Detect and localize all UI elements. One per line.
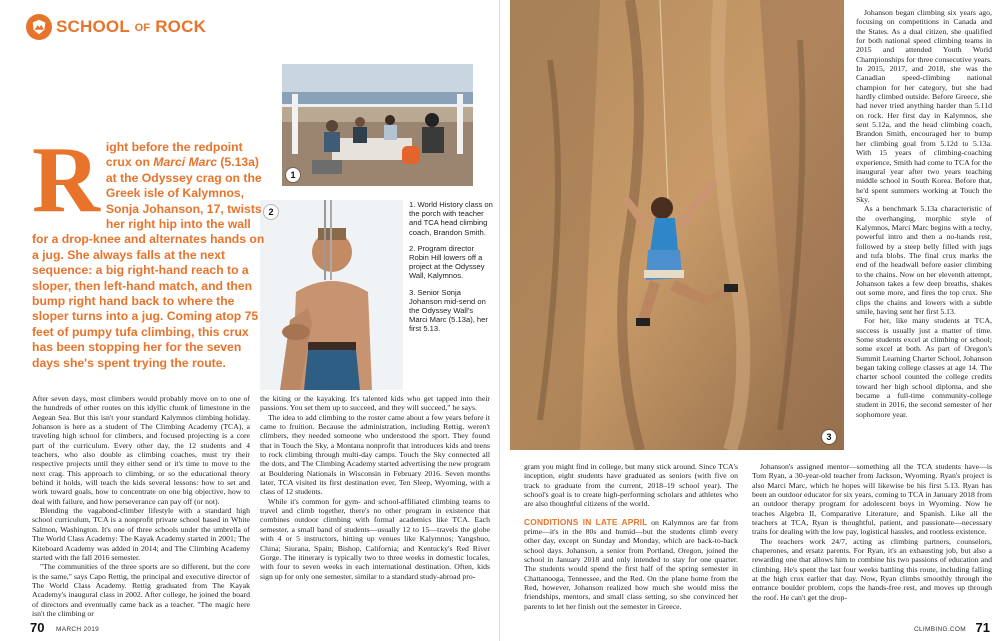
caption-1: 1. World History class on the porch with teacher and TCA head climbing coach, Brandon Smith. (409, 200, 493, 237)
lede-paragraph: Right before the redpoint crux on Marci Marc (5.13a) at the Odyssey crag on the Greek isle of Kalymnos, Sonja Johanson, 17, twists her right hip into the wall for a drop-knee and alternates hands on a jug. She always falls at the next sequence: a big right-hand reach to a sloper, then left-hand match, and then bump right hand back to where the sloper turns into a jug. Coming atop 75 feet of pumpy tufa climbing, this crux has been stopping her for the seven days she's spent trying the route. (32, 128, 265, 370)
photo-captions (409, 200, 493, 341)
right-body-column-2-bottom: Johanson's assigned mentor—something all the TCA students have—is Tom Ryan, a 30-year-old teacher from Jackson, Wyoming. Ryan's project is also Marci Marc, which he hopes will likewise be his first 5.13. Ryan has been an outdoor educator for six years, coming to TCA in January 2018 from an outdoor therapy program for adolescent boys in Wyoming. Now he teaches Algebra II, Comparative Literature, and Spanish. Like all the teachers at TCA, Ryan is thoughtful, patient, and passionate—necessary traits for dealing with the low pay, logistical hassles, and rootless existence. The teachers work 24/7, acting as climbing partners, counselors, chaperones, and ersatz parents. For Ryan, it's an exhausting job, but also a rewarding one that allows him to combine his two passions of education and climbing. He's spent the last four weeks battling this route, including falling at the high crux earlier that day. Now, Ryan climbs smoothly through the entrance boulder problem, cops the hands-free rest, and moves up through the roof. He can't get the drop- (752, 462, 992, 602)
section-title: SCHOOL OF ROCK (56, 17, 207, 36)
left-body-column-2: the kiting or the kayaking. It's talented kids who get tapped into their passions. You set them up to succeed, and they will succeed," he says. The idea to add climbing to the roster came about a few years before it came to fruition. Because the administration, including Rettig, weren't climbers, they needed someone who understood the sport. They found that in Touch the Sky, a Montana nonprofit that introduces kids and teens to rock climbing through multi-day camps. Touch the Sky connected all the dots, and The Climbing Academy started advertising the new program at Bouldering Nationals in Wisconsin in February 2016. Seven months later, TCA visited its first destination ever, Ten Sleep, Wyoming, with a class of 12 students. While it's common for gym- and school-affiliated climbing teams to travel and climb together, there's no other program in existence that combines outdoor climbing with formal academics like TCA. Each semester, a small band of students—usually 12 to 15—travels the globe with 4 or 5 instructors, hitting up venues like Kalymnos; Yangshuo, China; Siurana, Spain; Bishop, California; and Kentucky's Red River Gorge. The itinerary is typically two to three weeks in domestic locales, with four to seven weeks in each international destination. Often, kids sign up for only one semester, similar to a standard study-abroad pro- (260, 394, 490, 581)
page-number-right: 71 (975, 620, 990, 635)
photo-number-2: 2 (264, 205, 278, 219)
photo-robin-hill (260, 200, 403, 390)
site-url: CLIMBING.COM (914, 626, 966, 633)
route-name: Marci Marc (153, 155, 217, 170)
right-body-column-2-top: Johanson began climbing six years ago, focusing on competitions in Canada and the States. As a dual citizen, she qualified for both national speed climbing teams in 2015 and attended Youth World Championships for three consecutive years. In 2015, 2017, and 2018, she was the Canadian speed-climbing national champion for her category, but she had hardly climbed outside. Before Greece, she had never tried anything harder than 5.11d on rock. Her first day in Kalymnos, she sent 5.12a, and the head climbing coach, Brandon Smith, encouraged her to bump her climbing goal from 5.12d to 5.13a. With 15 years of climbing-coaching experience, Smith had come to TCA for the inaugural year after two years teaching middle school in South Korea. Before that, he'd spent summers working at Touch the Sky. As a benchmark 5.13a characteristic of the overhanging, morphic style of Kalymnos, Marci Marc begins with a techy, powerful intro and then a no-hands rest, followed by a steep belly filled with jugs and tufa blobs. The final crux marks the end of the headwall before easier climbing to the chains. Now on her eleventh attempt, Johanson takes a few deep breaths, shakes out some more, and fires the top crux. She clips the chains and lowers with a subtle smile, having sent her first 5.13. For her, like many students at TCA, success is usually just a matter of time. Some students excel at climbing or school; some excel at both. As part of Oregon's Summit Learning Charter School, Johanson began taking college classes at age 14. The charter school counted the college credits toward her high school diploma, and she became a full-time community-college student in 2016, the second semester of her sophomore year. (856, 8, 992, 419)
right-page (500, 0, 1000, 641)
photo-sonja-climbing (510, 0, 844, 450)
left-body-column-1: After seven days, most climbers would probably move on to one of the hundreds of other routes on this idyllic chunk of limestone in the Aegean Sea. But this isn't your standard Kalymnos climbing holiday. Johanson is here as a student of The Climbing Academy (TCA), a traveling high school for climbers, and focused projecting is a core part of the curriculum. Every other day, the 12 students and 4 teachers, who also double as climbing coaches, must try their respective projects until they either send or it's time to move to the next crag. This approach to climbing, or so the educational theory behind it holds, will teach the kids several lessons: how to set and work toward goals, how to concentrate on one big objective, how to deal with failure, and how perseverance can pay off (or not). Blending the vagabond-climber lifestyle with a standard high school curriculum, TCA is a nonprofit private school based in White Salmon, Washington. It's one of three schools under the umbrella of The World Class Academy: The Kayak Academy started in 2001; The Kiteboard Academy was added in 2014; and The Climbing Academy started with the fall 2016 semester. "The communities of the three sports are so different, but the core is the same," says Capo Rettig, the principal and executive director of The World Class Academy. Rettig graduated from The Kayak Academy's inaugural class in 2002. After college, he joined the board of directors and eventually came back as a teacher. "The magic here isn't the climbing or (32, 394, 250, 618)
page-number-left: 70 (30, 620, 45, 635)
subhead-conditions: CONDITIONS IN LATE APRIL (524, 516, 648, 527)
caption-2: 2. Program director Robin Hill lowers off a project at the Odyssey Wall, Kalymnos. (409, 243, 485, 281)
photo-number-1: 1 (286, 168, 300, 182)
shield-mountain-icon (26, 14, 52, 40)
photo-porch-class (282, 64, 473, 186)
caption-3: 3. Senior Sonja Johanson mid-send on the Odyssey Wall's Marci Marc (5.13a), her first 5.13. (409, 287, 488, 334)
drop-cap: R (32, 128, 100, 232)
photo-number-3: 3 (822, 430, 836, 444)
issue-date: MARCH 2019 (56, 626, 100, 633)
right-body-column-1: gram you might find in college, but many stick around. Since TCA's inception, eight students have graduated as seniors (with five on track to graduate from the current, 2018–19 school year). The school's goal is to create high-performing scholars and athletes who are also thoughtful citizens of the world. CONDITIONS IN LATE APRIL on Kalymnos are far from prime—it's in the 80s and humid—but the students climb every other day, except on Sunday and Monday, which are back-to-back school days. Johanson, a senior from Portland, Oregon, joined the school in January 2018 and only intended to stay for one quarter. The students would spend the first half of the spring semester in Chattanooga, Tennessee, and the Red. On the plane home from the Red, however, Johanson realized how much she would miss the friendships, mentors, and small class setting, so she convinced her parents to let her finish out the semester in Greece. (524, 462, 738, 611)
